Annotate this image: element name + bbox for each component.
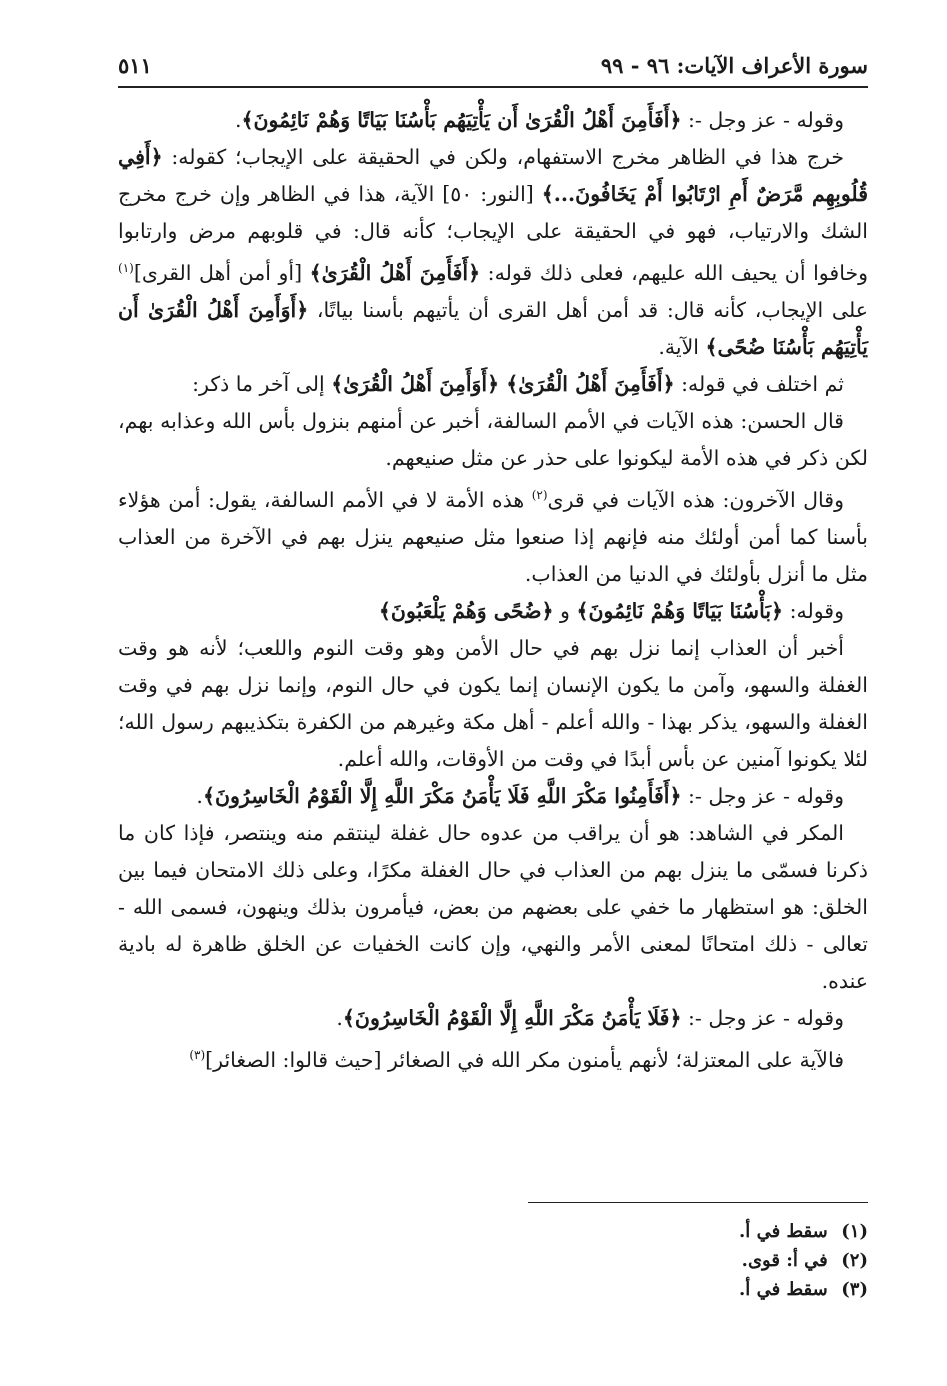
- text-run: خرج هذا في الظاهر مخرج الاستفهام، ولكن في الحقيقة على الإيجاب؛ كقوله:: [162, 145, 844, 169]
- footnote-1: [118, 1217, 868, 1246]
- quran-verse: ﴿بَأْسُنَا بَيَاتًا وَهُمْ نَائِمُونَ﴾: [576, 598, 784, 623]
- quran-verse: ﴿أَفَأَمِنُوا مَكْرَ اللَّهِ فَلَا يَأْمَنُ مَكْرَ اللَّهِ إِلَّا الْقَوْمُ الْخَاسِرُونَ﴾: [202, 783, 682, 808]
- text-run: .: [234, 108, 242, 132]
- text-run: إلى آخر ما ذكر:: [192, 371, 332, 396]
- paragraph-3: [118, 366, 868, 403]
- paragraph-6: [118, 593, 868, 630]
- text-run: ثم اختلف في قوله:: [674, 371, 844, 396]
- paragraph-11: [118, 1037, 868, 1079]
- header-title: سورة الأعراف الآيات: ٩٦ - ٩٩: [600, 53, 868, 78]
- footnote-ref: (٣): [189, 1047, 206, 1062]
- footnotes: [118, 1202, 868, 1304]
- text-run: [أو أمن أهل القرى]: [133, 260, 310, 285]
- footnote-text: سقط في أ.: [739, 1221, 828, 1242]
- main-text: [118, 102, 868, 1078]
- quran-verse: ﴿أَفِي قُلُوبِهِم مَّرَضٌ أَمِ ارْتَابُوا أَمْ يَخَافُونَ...﴾: [118, 145, 869, 206]
- quran-verse: ﴿أَفَأَمِنَ أَهْلُ الْقُرَىٰ﴾ ﴿أَوَأَمِنَ أَهْلُ الْقُرَىٰ﴾: [331, 371, 675, 396]
- text-run: و: [553, 598, 577, 623]
- text-run: [النور: ٥٠] الآية، هذا في الظاهر وإن خرج مخرج الشك والارتياب، فهو في الحقيقة على الإيجاب؛ كأنه قال: في قلوبهم مرض وارتابوا وخافوا أن يحيف الله عليهم، فعلى ذلك قوله:: [118, 182, 869, 285]
- page-number: ٥١١: [118, 53, 152, 78]
- footnote-divider: [528, 1202, 868, 1203]
- text-run: وقال الآخرون: هذه الآيات في قرى: [547, 487, 844, 512]
- footnote-3: [118, 1275, 868, 1304]
- quran-verse: ﴿فَلَا يَأْمَنُ مَكْرَ اللَّهِ إِلَّا الْقَوْمُ الْخَاسِرُونَ﴾: [342, 1005, 682, 1030]
- paragraph-1: [118, 102, 868, 139]
- paragraph-8: [118, 778, 868, 815]
- paragraph-4: قال الحسن: هذه الآيات في الأمم السالفة، أخبر عن أمنهم بنزول بأس الله وعذابه بهم، لكن ذكر في هذه الأمة ليكونوا على حذر عن مثل صنيعهم.: [118, 408, 868, 470]
- text-run: .: [336, 1005, 343, 1030]
- footnote-text: في أ: قوى.: [741, 1250, 828, 1271]
- footnote-number: (٢): [841, 1250, 868, 1271]
- footnote-number: (٣): [841, 1279, 868, 1300]
- quran-verse: ﴿أَوَأَمِنَ أَهْلُ الْقُرَىٰ أَن يَأْتِيَهُم بَأْسُنَا ضُحًى﴾: [118, 297, 868, 359]
- text-run: فالآية على المعتزلة؛ لأنهم يأمنون مكر الله في الصغائر [حيث قالوا: الصغائر]: [205, 1047, 844, 1072]
- text-run: وقوله - عز وجل -:: [681, 1005, 844, 1030]
- text-run: وقوله - عز وجل -:: [681, 783, 844, 808]
- footnote-number: (١): [841, 1221, 868, 1242]
- footnote-ref: (١): [118, 261, 134, 275]
- text-run: وقوله - عز وجل -:: [681, 108, 844, 132]
- text-run: الآية.: [658, 334, 706, 359]
- footnote-2: [118, 1246, 868, 1275]
- book-page: [118, 52, 868, 1362]
- text-run: .: [196, 783, 203, 808]
- footnote-text: سقط في أ.: [739, 1279, 828, 1300]
- text-run: هذه الأمة لا في الأمم السالفة، يقول: أمن هؤلاء بأسنا كما أمن أولئك منه فإنهم إذا صنعوا مثل صنيعهم ينزل بهم في الآخرة من العذاب مثل ما أنزل بأولئك في الدنيا من العذاب.: [118, 487, 868, 586]
- paragraph-5: [118, 477, 868, 593]
- text-run: على الإيجاب، كأنه قال: قد أمن أهل القرى أن يأتيهم بأسنا بياتًا،: [308, 297, 868, 322]
- paragraph-7: أخبر أن العذاب إنما نزل بهم في حال الأمن وهو وقت النوم واللعب؛ لأنه هو وقت الغفلة والسهو، وآمن ما يكون الإنسان إنما يكون في حال النوم، وإنما نزل بهم في وقت الغفلة والسهو، يذكر بهذا - والله أعلم - أهل مكة وغيرهم من الكفرة بتكذيبهم رسول الله؛ لئلا يكونوا آمنين عن بأس أبدًا في وقت من الأوقات، والله أعلم.: [118, 635, 868, 771]
- paragraph-10: [118, 1000, 868, 1037]
- quran-verse: ﴿ضُحًى وَهُمْ يَلْعَبُونَ﴾: [378, 598, 554, 623]
- running-header: [118, 52, 868, 88]
- paragraph-9: المكر في الشاهد: هو أن يراقب من عدوه حال غفلة لينتقم منه وينتصر، فإذا كان ما ذكرنا فسمّى ما ينزل بهم من العذاب في حال الغفلة مكرًا، وعلى ذلك الامتحان فيما بين الخلق: هو استظهار ما خفي على بعضهم من بعض، فيأمرون بذلك وينهون، فسمى الله - تعالى - ذلك امتحانًا لمعنى الأمر والنهي، وإن كانت الخفيات عن الخلق ظاهرة له بادية عنده.: [118, 820, 868, 993]
- quran-verse: ﴿أَفَأَمِنَ أَهْلُ الْقُرَىٰ﴾: [309, 260, 481, 285]
- footnote-ref: (٢): [531, 487, 548, 502]
- text-run: وقوله:: [783, 598, 844, 623]
- paragraph-2: [118, 139, 868, 366]
- quran-verse: ﴿أَفَأَمِنَ أَهْلُ الْقُرَىٰ أَن يَأْتِيَهُم بَأْسُنَا بَيَاتًا وَهُمْ نَائِمُونَ﴾: [241, 108, 682, 132]
